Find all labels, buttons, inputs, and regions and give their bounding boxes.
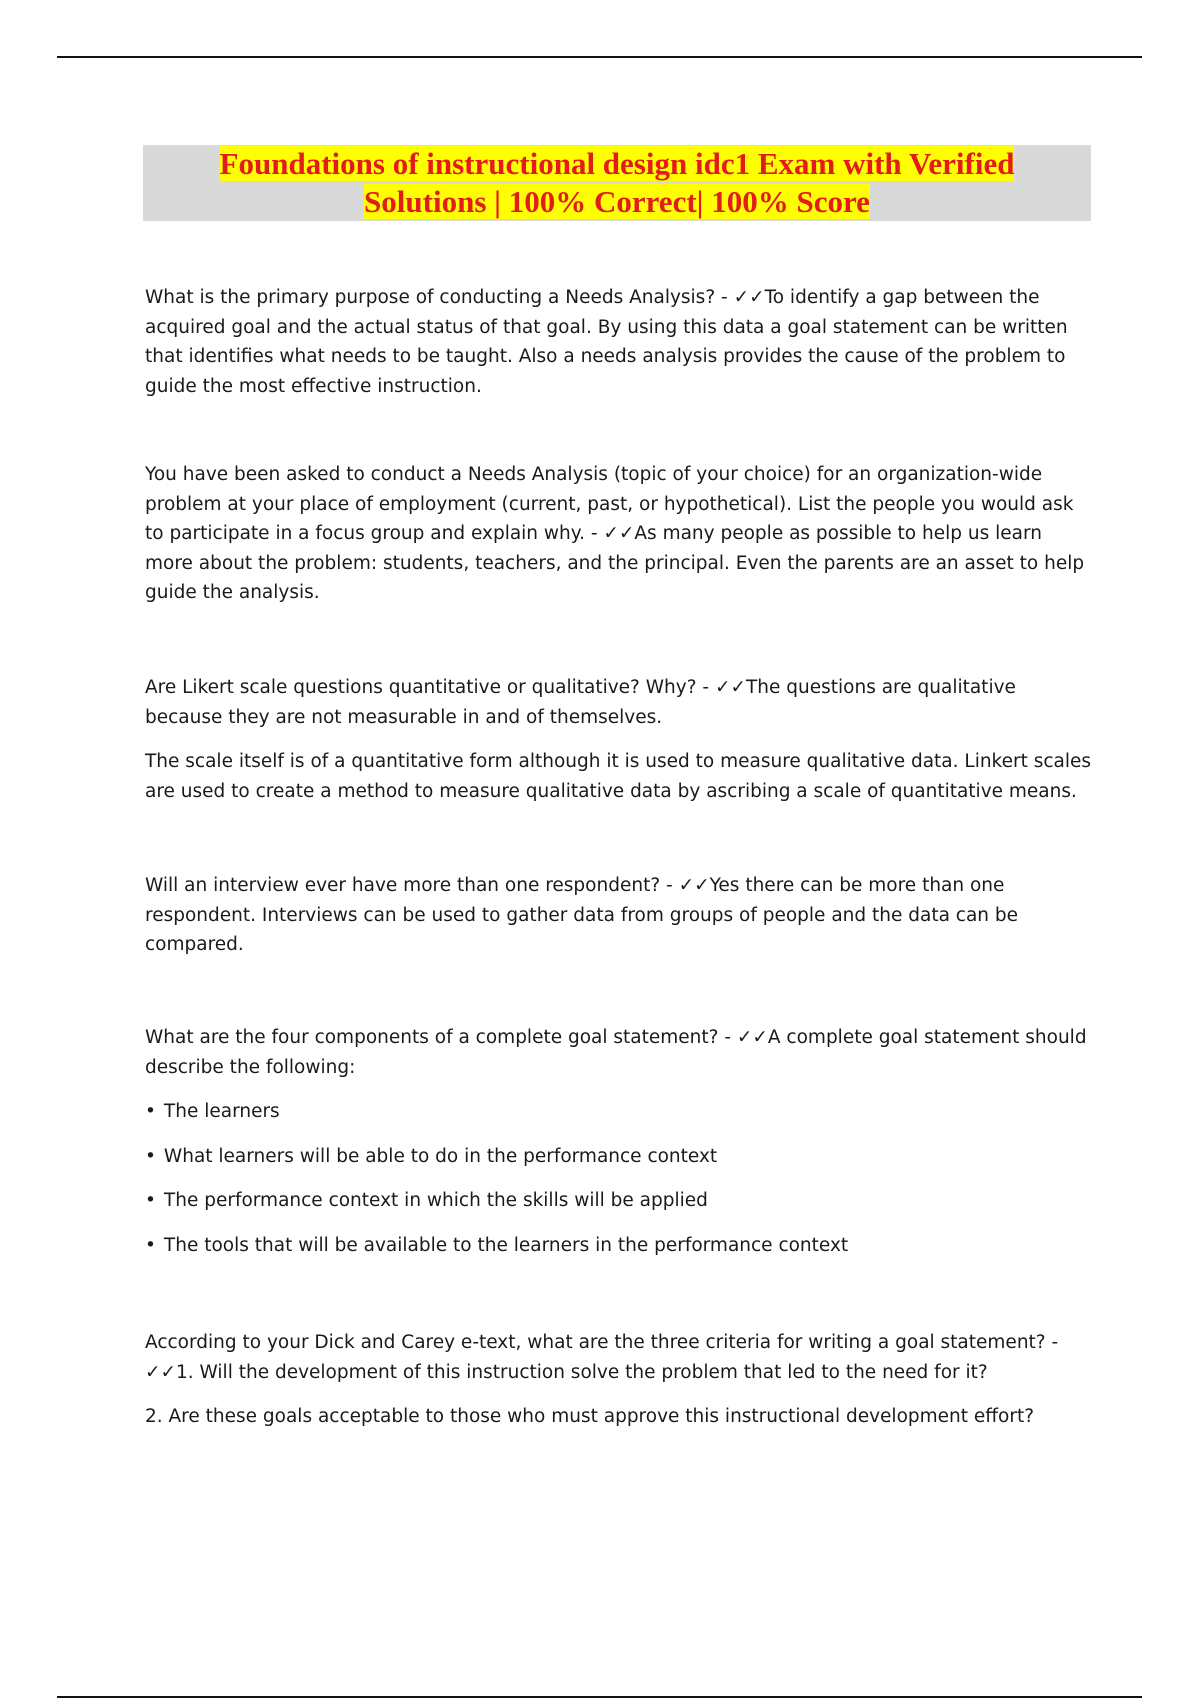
top-rule bbox=[57, 56, 1142, 58]
qa-extra: The scale itself is of a quantitative form although it is used to measure qualitative data. Linkert scales are used to create a method to measure qualitative data by ascribing a scale of quantitative means. bbox=[145, 751, 1092, 802]
qa-item-3 bbox=[145, 673, 1095, 821]
qa-text: What are the four components of a complete goal statement? - ✓✓A complete goal statement should describe the following: bbox=[145, 1027, 1087, 1078]
qa-extra: 2. Are these goals acceptable to those who must approve this instructional development effort? bbox=[145, 1406, 1035, 1427]
qa-text: Will an interview ever have more than one respondent? - ✓✓Yes there can be more than one respondent. Interviews can be used to gather data from groups of people and the data can be compared. bbox=[145, 875, 1019, 955]
qa-item-2 bbox=[145, 460, 1095, 623]
title-line-2: Solutions | 100% Correct| 100% Score bbox=[364, 184, 870, 219]
qa-text: You have been asked to conduct a Needs Analysis (topic of your choice) for an organization-wide problem at your place of employment (current, past, or hypothetical). List the people you would ask to participate in a focus group and explain why. - ✓✓As many people as possible to help us learn more about the problem: students, teachers, and the principal. Even the parents are an asset to help guide the analysis. bbox=[145, 464, 1085, 603]
qa-item-4 bbox=[145, 871, 1095, 975]
title-line-1: Foundations of instructional design idc1 Exam with Verified bbox=[219, 146, 1015, 181]
bullet-item: • The learners bbox=[145, 1097, 1095, 1127]
bullet-item: • The performance context in which the skills will be applied bbox=[145, 1186, 1095, 1216]
qa-text: What is the primary purpose of conducting a Needs Analysis? - ✓✓To identify a gap between the acquired goal and the actual status of that goal. By using this data a goal statement can be written that identifies what needs to be taught. Also a needs analysis provides the cause of the problem to guide the most effective instruction. bbox=[145, 287, 1068, 397]
qa-item-6 bbox=[145, 1328, 1095, 1447]
bullet-item: • The tools that will be available to the learners in the performance context bbox=[145, 1231, 1095, 1261]
qa-text: Are Likert scale questions quantitative or qualitative? Why? - ✓✓The questions are qualitative because they are not measurable in and of themselves. bbox=[145, 677, 1016, 728]
qa-item-5 bbox=[145, 1023, 1095, 1275]
qa-text: According to your Dick and Carey e-text, what are the three criteria for writing a goal statement? - ✓✓1. Will the development of this instruction solve the problem that led to the need for it? bbox=[145, 1332, 1059, 1383]
qa-item-1 bbox=[145, 283, 1095, 416]
title-banner bbox=[143, 145, 1091, 221]
bullet-item: • What learners will be able to do in the performance context bbox=[145, 1142, 1095, 1172]
bottom-rule bbox=[57, 1696, 1142, 1698]
